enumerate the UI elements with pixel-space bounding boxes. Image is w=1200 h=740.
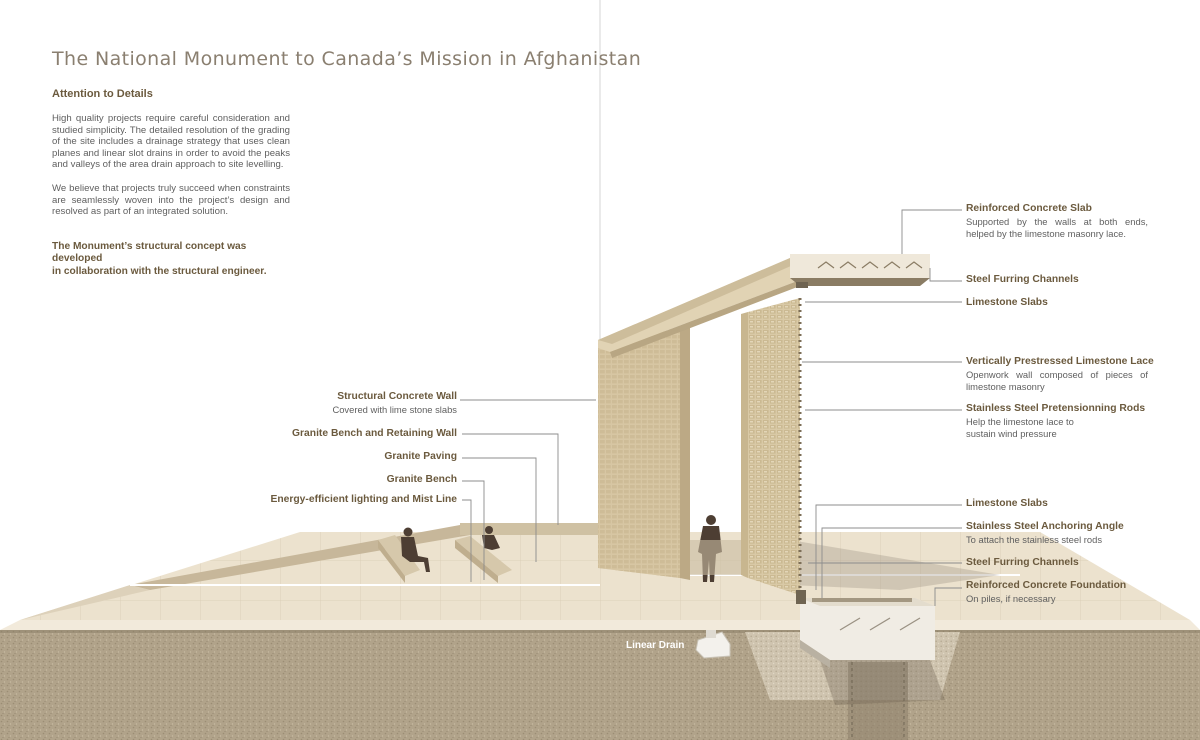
callout-pretensioning-rods: Stainless Steel Pretensionning Rods xyxy=(966,403,1146,414)
callout-granite-bench: Granite Bench xyxy=(386,474,457,485)
intro-paragraph-1: High quality projects require careful consideration and studied simplicity. The detailed resolution of the grading of the site includes a drainage strategy that uses clean planes and linear slot drains in order to avoid the peaks and valleys of the area drain approach to site levelling. xyxy=(52,113,290,171)
callout-pretensioning-rods-desc-1: Help the limestone lace to xyxy=(966,416,1074,427)
callout-steel-furring-channels-top: Steel Furring Channels xyxy=(966,274,1079,285)
linear-drain-label: Linear Drain xyxy=(626,640,685,651)
callout-prestressed-limestone-lace-desc-2: limestone masonry xyxy=(966,381,1045,392)
callout-granite-paving: Granite Paving xyxy=(384,451,457,462)
callout-reinforced-concrete-foundation: Reinforced Concrete Foundation xyxy=(966,580,1127,591)
callout-limestone-slabs-bottom: Limestone Slabs xyxy=(966,498,1048,509)
callout-structural-concrete-wall: Structural Concrete Wall xyxy=(337,391,457,402)
structural-concept-line-2: in collaboration with the structural engineer. xyxy=(52,265,267,277)
structural-concept-line-1: The Monument’s structural concept was developed xyxy=(52,241,247,265)
callout-anchoring-angle: Stainless Steel Anchoring Angle xyxy=(966,521,1124,532)
callout-anchoring-angle-desc: To attach the stainless steel rods xyxy=(966,534,1103,545)
structural-concept-note xyxy=(52,241,297,278)
callout-reinforced-concrete-slab-desc-1: Supported by the walls at both ends, xyxy=(966,216,1148,227)
callout-structural-concrete-wall-desc: Covered with lime stone slabs xyxy=(332,404,457,415)
section-heading: Attention to Details xyxy=(52,88,153,100)
page-title: The National Monument to Canada’s Mission in Afghanistan xyxy=(52,48,642,70)
callout-granite-bench-retaining-wall: Granite Bench and Retaining Wall xyxy=(292,428,457,439)
intro-paragraph-2: We believe that projects truly succeed when constraints are seamlessly woven into the project’s design and resolved as part of an integrated solution. xyxy=(52,183,290,218)
callout-reinforced-concrete-foundation-desc: On piles, if necessary xyxy=(966,593,1056,604)
callout-prestressed-limestone-lace: Vertically Prestressed Limestone Lace xyxy=(966,356,1154,367)
callout-pretensioning-rods-desc-2: sustain wind pressure xyxy=(966,428,1057,439)
callout-steel-furring-channels-bottom: Steel Furring Channels xyxy=(966,557,1079,568)
callout-lighting-mist-line: Energy-efficient lighting and Mist Line xyxy=(270,494,457,505)
callout-reinforced-concrete-slab: Reinforced Concrete Slab xyxy=(966,203,1092,214)
callout-reinforced-concrete-slab-desc-2: helped by the limestone masonry lace. xyxy=(966,228,1126,239)
callout-prestressed-limestone-lace-desc-1: Openwork wall composed of pieces of xyxy=(966,369,1148,380)
callout-limestone-slabs-top: Limestone Slabs xyxy=(966,297,1048,308)
